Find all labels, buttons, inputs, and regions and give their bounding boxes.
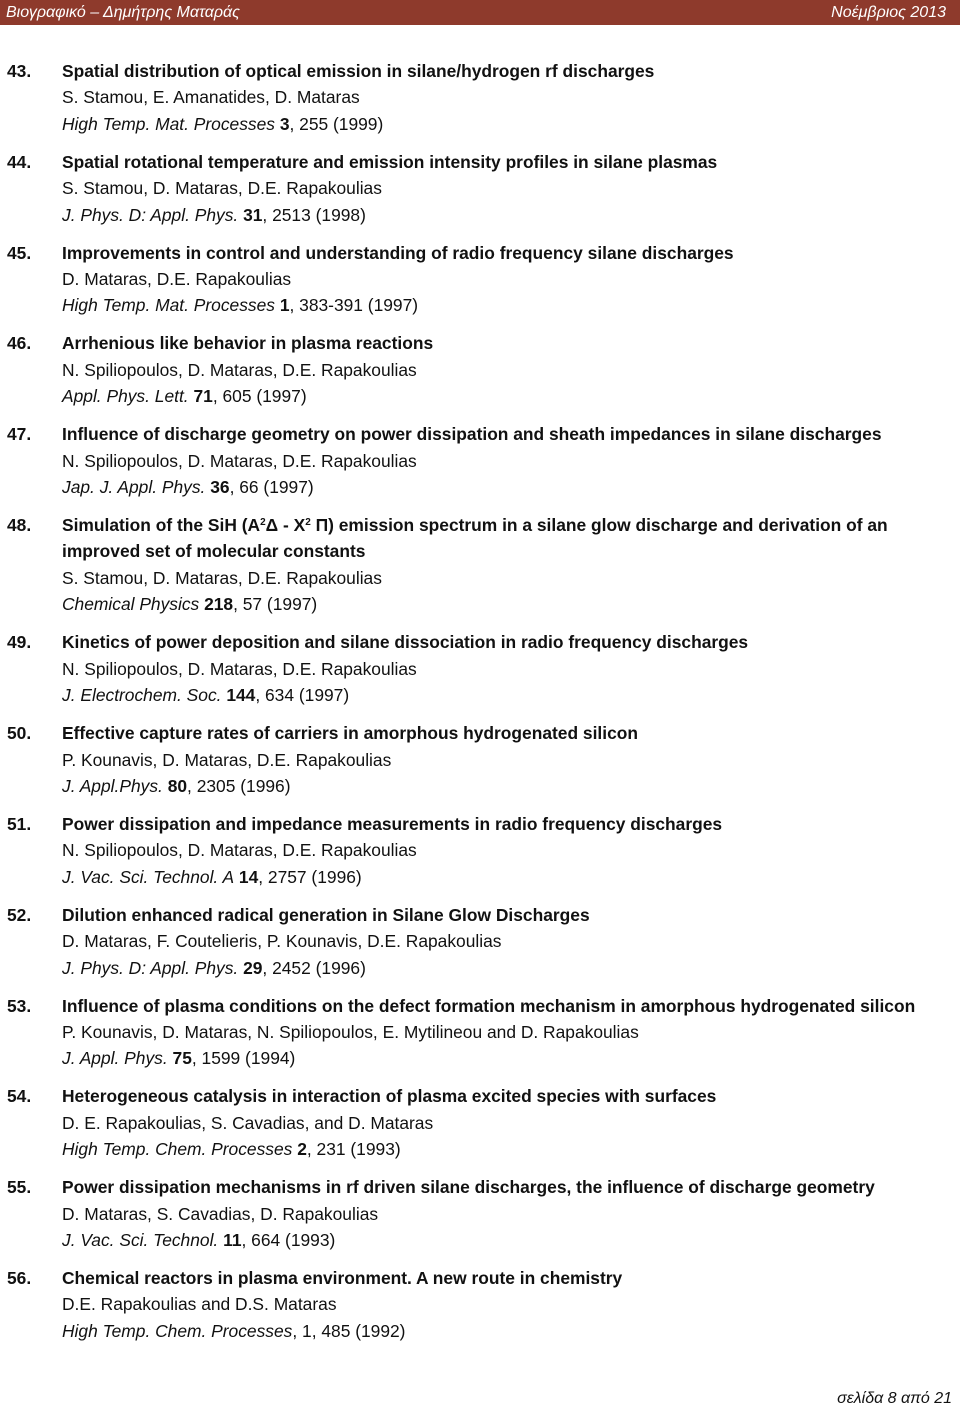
journal-volume: 29	[243, 957, 263, 978]
entry-authors: N. Spiliopoulos, D. Mataras, D.E. Rapakoulias	[62, 840, 417, 861]
entry-authors: S. Stamou, D. Mataras, D.E. Rapakoulias	[62, 567, 382, 588]
entry-authors: N. Spiliopoulos, D. Mataras, D.E. Rapakoulias	[62, 658, 417, 679]
journal-name: High Temp. Chem. Processes	[62, 1139, 293, 1160]
entry-title: Arrhenious like behavior in plasma reactions	[62, 333, 434, 354]
journal-pages: , 255 (1999)	[289, 113, 384, 134]
page-header	[0, 0, 960, 25]
publication-entry	[0, 1265, 960, 1344]
superscript: 2	[305, 517, 311, 529]
entry-number: 46.	[7, 333, 32, 354]
journal-pages: , 634 (1997)	[255, 685, 350, 706]
journal-volume: 1	[279, 295, 290, 316]
entry-title: Influence of discharge geometry on power dissipation and sheath impedances in silane discharges	[62, 424, 882, 445]
entry-reference	[62, 773, 954, 799]
journal-pages: , 2452 (1996)	[262, 957, 366, 978]
entry-reference	[62, 292, 954, 318]
entry-number: 55.	[7, 1177, 32, 1198]
entry-reference	[62, 383, 954, 409]
journal-name: J. Phys. D: Appl. Phys.	[62, 204, 239, 225]
publication-entry	[0, 993, 960, 1072]
entry-number: 47.	[7, 424, 32, 445]
journal-pages: , 231 (1993)	[306, 1139, 401, 1160]
publication-entry	[0, 58, 960, 137]
entry-number: 54.	[7, 1086, 32, 1107]
entry-number: 44.	[7, 151, 32, 172]
entry-reference	[62, 864, 954, 890]
journal-name: J. Electrochem. Soc.	[62, 685, 222, 706]
journal-volume: 71	[193, 386, 213, 407]
entry-authors: D.E. Rapakoulias and D.S. Mataras	[62, 1294, 337, 1315]
journal-pages: , 57 (1997)	[233, 594, 318, 615]
journal-name: J. Appl.Phys.	[62, 775, 163, 796]
journal-name: J. Appl. Phys.	[62, 1048, 168, 1069]
entry-number: 56.	[7, 1267, 32, 1288]
journal-name: Chemical Physics	[62, 594, 200, 615]
entry-authors: S. Stamou, E. Amanatides, D. Mataras	[62, 87, 360, 108]
entry-authors: S. Stamou, D. Mataras, D.E. Rapakoulias	[62, 178, 382, 199]
publication-entry	[0, 720, 960, 799]
entry-authors: D. E. Rapakoulias, S. Cavadias, and D. Mataras	[62, 1112, 434, 1133]
entry-authors: D. Mataras, S. Cavadias, D. Rapakoulias	[62, 1203, 379, 1224]
entry-authors: P. Kounavis, D. Mataras, D.E. Rapakoulias	[62, 749, 392, 770]
entry-number: 43.	[7, 61, 32, 81]
entry-number: 52.	[7, 904, 32, 925]
entry-reference	[62, 1136, 954, 1162]
journal-volume: 75	[172, 1048, 192, 1069]
entry-title: Heterogeneous catalysis in interaction of plasma excited species with surfaces	[62, 1086, 717, 1107]
entry-authors: D. Mataras, D.E. Rapakoulias	[62, 269, 292, 290]
journal-volume: 3	[279, 113, 290, 134]
journal-pages: , 605 (1997)	[212, 386, 307, 407]
header-cv-title: Βιογραφικό – Δημήτρης Ματαράς	[6, 4, 240, 21]
entry-authors: P. Kounavis, D. Mataras, N. Spiliopoulos, E. Mytilineou and D. Rapakoulias	[62, 1021, 639, 1042]
journal-pages: , 664 (1993)	[241, 1229, 336, 1250]
journal-volume: 11	[223, 1229, 242, 1250]
journal-pages: , 1, 485 (1992)	[292, 1320, 406, 1341]
entry-title: Influence of plasma conditions on the defect formation mechanism in amorphous hydrogenated silicon	[62, 995, 916, 1016]
entry-reference	[62, 202, 954, 228]
journal-volume: 14	[238, 866, 259, 887]
journal-name: J. Vac. Sci. Technol.	[62, 1229, 219, 1250]
journal-volume: 36	[210, 477, 230, 498]
journal-pages: , 383-391 (1997)	[289, 295, 419, 316]
journal-name: J. Phys. D: Appl. Phys.	[62, 957, 239, 978]
entry-title: Chemical reactors in plasma environment. A new route in chemistry	[62, 1267, 623, 1288]
journal-volume: 80	[167, 775, 188, 796]
journal-pages: , 2513 (1998)	[262, 204, 366, 225]
publication-entry	[0, 149, 960, 228]
entry-reference	[62, 682, 954, 708]
entry-title: Dilution enhanced radical generation in Silane Glow Discharges	[62, 904, 590, 925]
entry-number: 53.	[7, 995, 32, 1016]
entry-reference	[62, 591, 954, 617]
journal-name: Appl. Phys. Lett.	[62, 386, 189, 407]
entry-title: Kinetics of power deposition and silane dissociation in radio frequency discharges	[62, 632, 749, 653]
entry-reference	[62, 1318, 954, 1344]
entry-title: Spatial rotational temperature and emission intensity profiles in silane plasmas	[62, 151, 718, 172]
entry-number: 50.	[7, 723, 32, 744]
journal-volume: 31	[243, 204, 263, 225]
journal-name: Jap. J. Appl. Phys.	[62, 477, 206, 498]
journal-name: High Temp. Mat. Processes	[62, 113, 275, 134]
header-date: Νοέμβριος 2013	[831, 4, 946, 21]
publication-entry	[0, 1083, 960, 1162]
entry-reference	[62, 955, 954, 981]
journal-name: High Temp. Mat. Processes	[62, 295, 275, 316]
entry-number: 45.	[7, 242, 32, 263]
journal-name: High Temp. Chem. Processes	[62, 1320, 293, 1341]
publication-entry	[0, 902, 960, 981]
journal-pages: , 2305 (1996)	[187, 775, 291, 796]
entry-title: Improvements in control and understanding of radio frequency silane discharges	[62, 242, 734, 263]
entry-reference	[62, 1227, 954, 1253]
entry-authors: N. Spiliopoulos, D. Mataras, D.E. Rapakoulias	[62, 359, 417, 380]
publication-list	[0, 58, 960, 1356]
publication-entry	[0, 421, 960, 500]
entry-title: Simulation of the SiH ($A^2\Delta - X^2$ Π) emission spectrum in a silane glow discharge and derivation of an improved set of molecular constants	[62, 515, 888, 562]
page-number: σελίδα 8 από 21	[837, 1390, 952, 1407]
entry-number: 48.	[7, 515, 32, 536]
publication-entry	[0, 512, 960, 618]
entry-authors: N. Spiliopoulos, D. Mataras, D.E. Rapakoulias	[62, 450, 417, 471]
journal-name: J. Vac. Sci. Technol. A	[62, 866, 235, 887]
entry-reference	[62, 111, 954, 137]
publication-entry	[0, 330, 960, 409]
superscript: 2	[260, 517, 266, 529]
journal-volume: 2	[297, 1139, 307, 1160]
entry-number: 51.	[7, 813, 32, 834]
entry-title: Power dissipation and impedance measurements in radio frequency discharges	[62, 813, 723, 834]
publication-entry	[0, 240, 960, 319]
entry-number: 49.	[7, 632, 32, 653]
entry-title: Power dissipation mechanisms in rf driven silane discharges, the influence of discharge geometry	[62, 1177, 875, 1198]
journal-volume: 218	[204, 594, 234, 615]
publication-entry	[0, 629, 960, 708]
entry-authors: D. Mataras, F. Coutelieris, P. Kounavis, D.E. Rapakoulias	[62, 931, 502, 952]
journal-pages: , 66 (1997)	[229, 477, 314, 498]
entry-reference	[62, 474, 954, 500]
publication-entry	[0, 811, 960, 890]
publication-entry	[0, 1174, 960, 1253]
entry-reference	[62, 1045, 954, 1071]
journal-volume: 144	[226, 685, 256, 706]
journal-pages: , 1599 (1994)	[191, 1048, 296, 1069]
entry-title: Effective capture rates of carriers in amorphous hydrogenated silicon	[62, 723, 638, 744]
journal-pages: , 2757 (1996)	[258, 866, 362, 887]
entry-title: Spatial distribution of optical emission in silane/hydrogen rf discharges	[62, 61, 655, 81]
